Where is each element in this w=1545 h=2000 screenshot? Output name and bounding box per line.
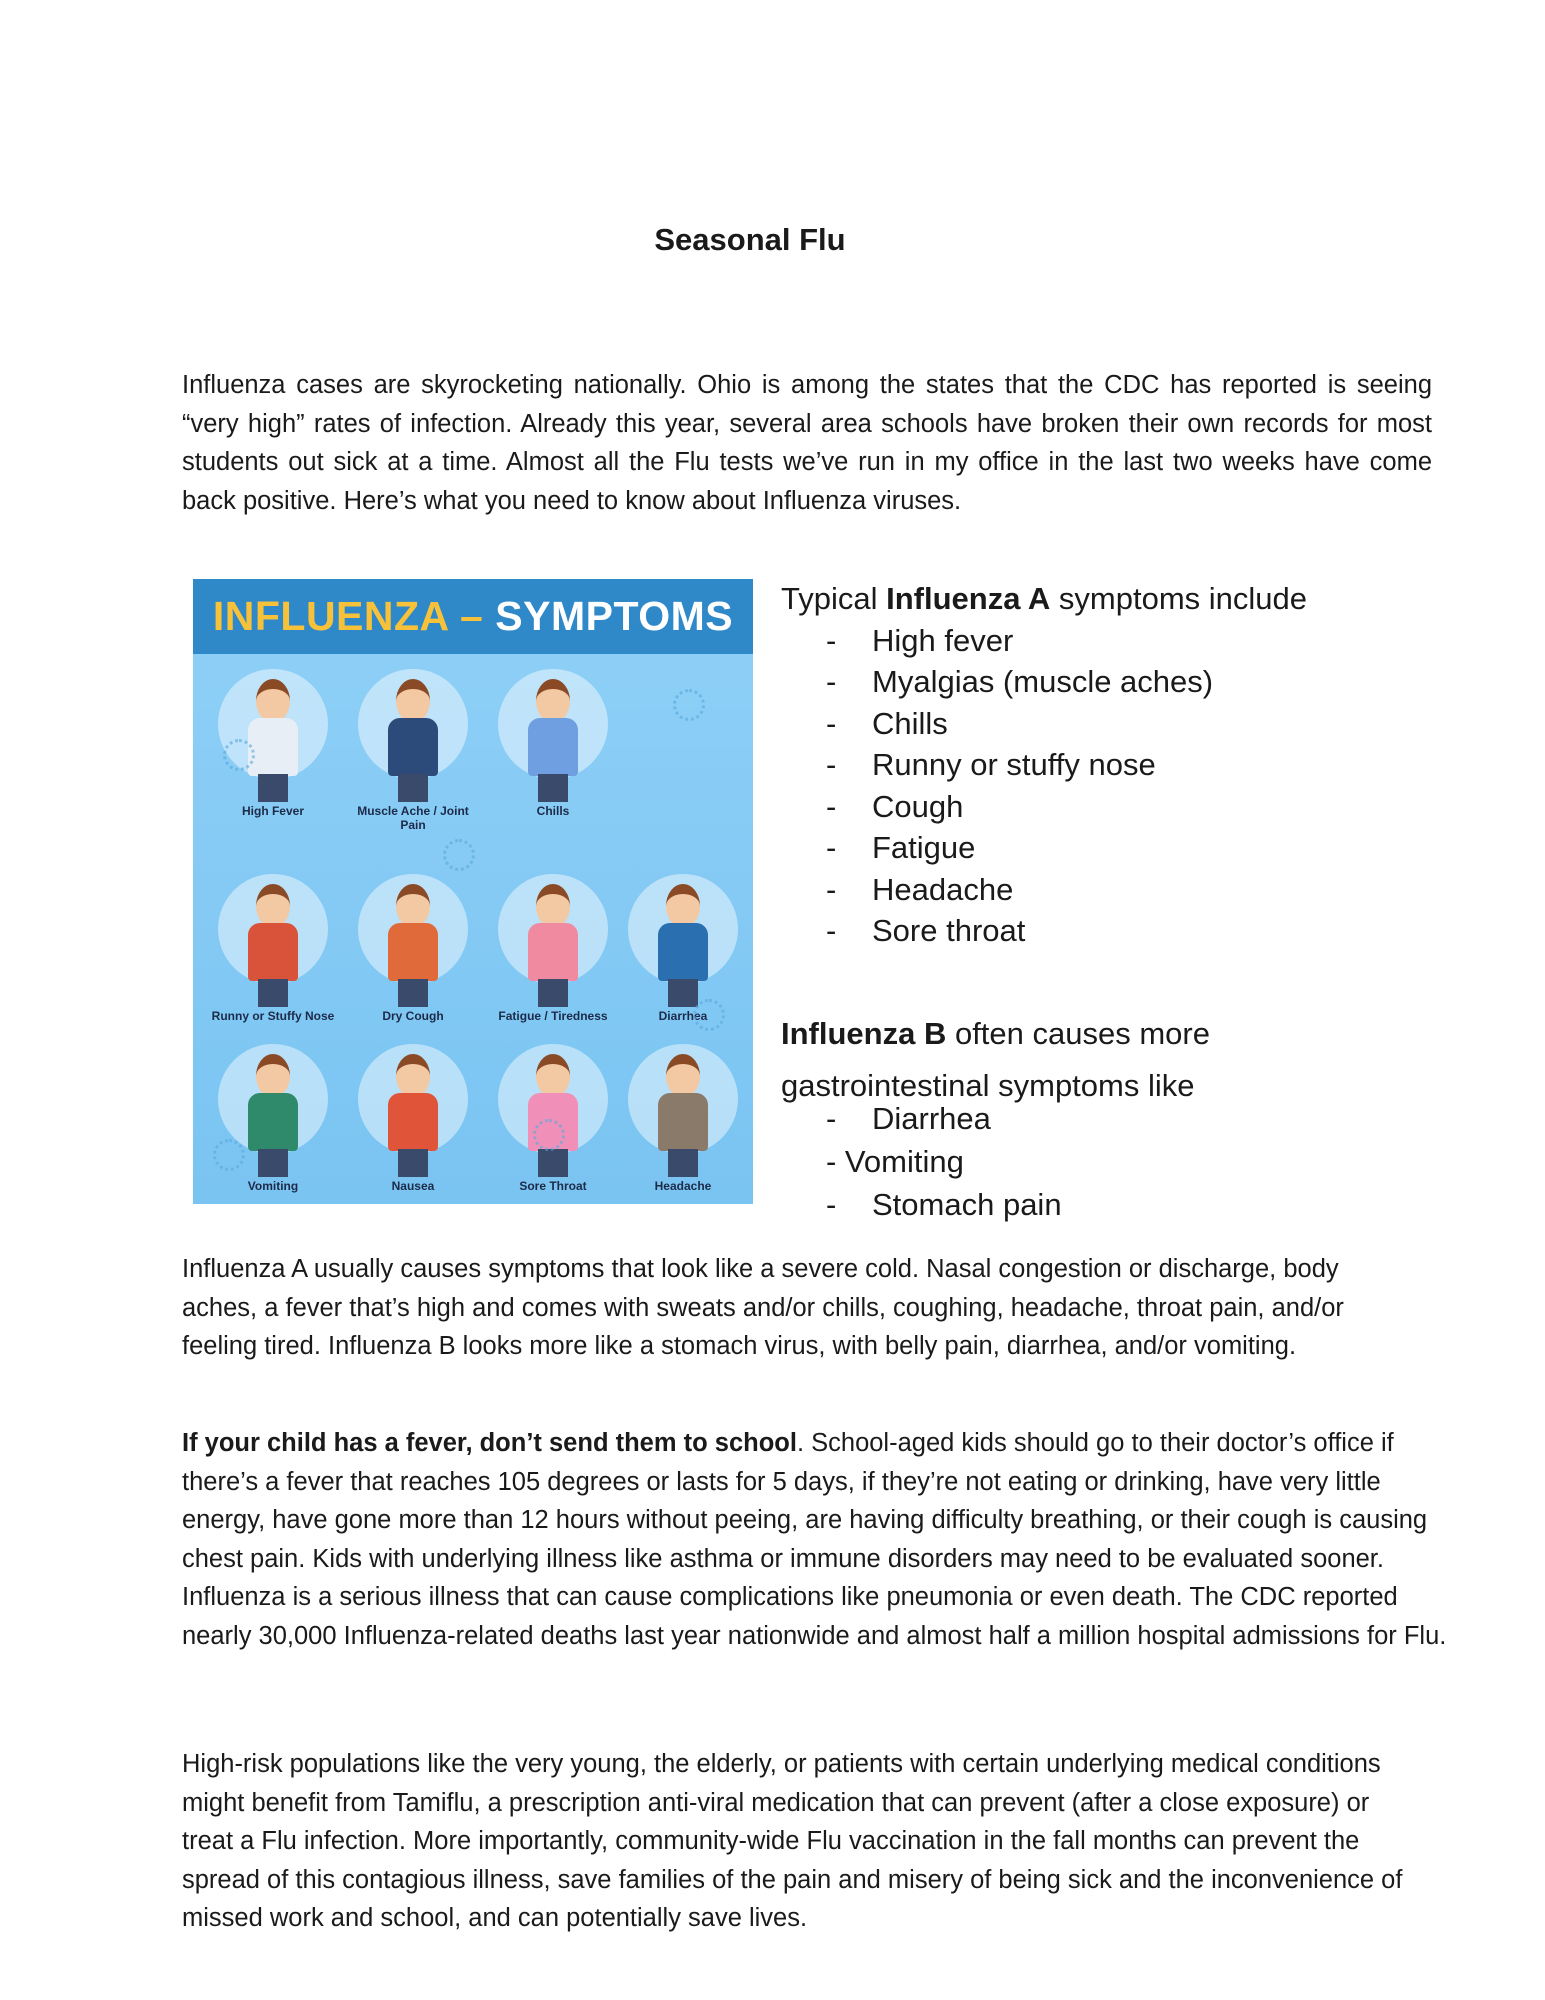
influenza-a-heading (781, 578, 1307, 620)
influenza-a-bold: Influenza A (886, 581, 1051, 616)
list-item (781, 1183, 1062, 1226)
virus-icon (443, 839, 475, 871)
list-item (781, 869, 1307, 911)
figure-body (528, 923, 578, 981)
figure-body (658, 923, 708, 981)
list-item-text: Runny or stuffy nose (872, 747, 1156, 782)
symptom-label: Diarrhea (658, 1009, 708, 1023)
symptom-label: Muscle Ache / Joint Pain (357, 804, 469, 832)
symptom-label: Vomiting (247, 1179, 299, 1193)
symptom-illustration (343, 859, 483, 1029)
list-item (781, 786, 1307, 828)
figure-head (256, 679, 290, 723)
figure-legs (398, 774, 428, 802)
virus-icon (693, 999, 725, 1031)
figure-legs (538, 979, 568, 1007)
symptom-label: Headache (654, 1179, 712, 1193)
symptom-illustration (613, 1029, 753, 1199)
figure-head (256, 884, 290, 928)
symptom-label: Fatigue / Tiredness (498, 1009, 608, 1023)
list-item-text: High fever (872, 622, 1014, 658)
list-item-text: Fatigue (872, 830, 976, 865)
figure-head (396, 679, 430, 723)
influenza-symptoms-poster (193, 579, 753, 1204)
figure-body (528, 718, 578, 776)
symptom-illustration (343, 654, 483, 832)
poster-title-part2: SYMPTOMS (495, 593, 734, 639)
figure-legs (258, 979, 288, 1007)
fever-advice-paragraph (182, 1424, 1467, 1655)
figure-legs (538, 774, 568, 802)
dash-marker: - (826, 705, 837, 741)
influenza-ab-paragraph: Influenza A usually causes symptoms that look like a severe cold. Nasal congestion or discharge, body aches, a fever that’s high and comes with sweats and/or chills, coughing, headache, throat pain, and/or feeling tired. Influenza B looks more like a stomach virus, with belly pain, diarrhea, and/or vomiting. (182, 1255, 1344, 1360)
list-item (781, 1097, 1062, 1140)
figure-legs (538, 1149, 568, 1177)
figure-legs (258, 1149, 288, 1177)
influenza-a-symptom-list (781, 620, 1307, 952)
list-item (781, 827, 1307, 869)
figure-head (666, 1054, 700, 1098)
influenza-a-tail: symptoms include (1050, 581, 1308, 616)
dash-marker: - (826, 622, 837, 658)
list-item: - Vomiting (826, 1144, 964, 1179)
symptom-illustration (483, 1029, 623, 1199)
figure-body (658, 1093, 708, 1151)
figure-legs (668, 1149, 698, 1177)
list-item-text: Stomach pain (872, 1187, 1062, 1222)
list-item (781, 910, 1307, 952)
symptom-label: Nausea (391, 1179, 435, 1193)
figure-head (536, 679, 570, 723)
poster-title-part1: INFLUENZA – (212, 593, 484, 639)
list-item (781, 703, 1307, 745)
influenza-b-tail: often causes more gastrointestinal symptoms like (781, 1016, 1210, 1103)
dash-marker: - (826, 788, 837, 824)
dash-marker: - (826, 830, 837, 865)
list-item-text: Cough (872, 788, 964, 824)
list-item-text: Sore throat (872, 913, 1026, 948)
figure-head (666, 884, 700, 928)
dash-marker: - (826, 871, 837, 907)
figure-body (388, 923, 438, 981)
dash-marker: - (826, 664, 837, 699)
symptom-illustration (203, 654, 343, 824)
figure-legs (668, 979, 698, 1007)
figure-body (388, 1093, 438, 1151)
figure-body (248, 923, 298, 981)
symptom-illustration (203, 859, 343, 1029)
influenza-a-lead: Typical (781, 581, 887, 616)
figure-body (388, 718, 438, 776)
page-title: Seasonal Flu (654, 222, 846, 257)
symptom-illustration (483, 654, 623, 824)
figure-head (396, 884, 430, 928)
fever-advice-text: . School-aged kids should go to their doctor’s office if there’s a fever that reaches 105 degrees or lasts for 5 days, if they’re not eating or drinking, have very little energy, have gone more than 12 hours without peeing, are having difficulty breathing, or their cough is causing chest pain. Kids with underlying illness like asthma or immune disorders may need to be evaluated sooner. Influenza is a serious illness that can cause complications like pneumonia or even death. The CDC reported nearly 30,000 Influenza-related deaths last year nationwide and almost half a million hospital admissions for Flu. (182, 1429, 1447, 1650)
virus-icon (213, 1139, 245, 1171)
symptom-label: High Fever (241, 804, 304, 818)
intro-paragraph: Influenza cases are skyrocketing nationally. Ohio is among the states that the CDC has reported is seeing “very high” rates of infection. Already this year, several area schools have broken their own records for most students out sick at a time. Almost all the Flu tests we’ve run in my office in the last two weeks have come back positive. Here’s what you need to know about Influenza viruses. (182, 371, 1432, 515)
list-item (781, 620, 1307, 662)
figure-legs (398, 979, 428, 1007)
high-risk-paragraph: High-risk populations like the very young, the elderly, or patients with certain underlying medical conditions might benefit from Tamiflu, a prescription anti-viral medication that can prevent (after a close exposure) or treat a Flu infection. More importantly, community-wide Flu vaccination in the fall months can prevent the spread of this contagious illness, save families of the pain and misery of being sick and the inconvenience of missed work and school, and can potentially save lives. (182, 1750, 1403, 1932)
influenza-a-section (781, 578, 1307, 952)
virus-icon (533, 1119, 565, 1151)
symptom-illustration (343, 1029, 483, 1199)
symptom-illustration (483, 859, 623, 1029)
symptom-label: Runny or Stuffy Nose (211, 1009, 335, 1023)
figure-legs (258, 774, 288, 802)
list-item (781, 661, 1307, 703)
symptom-illustration (203, 1029, 343, 1199)
symptom-label: Dry Cough (382, 1009, 444, 1023)
list-item-text: Diarrhea (872, 1101, 991, 1136)
dash-marker: - (826, 913, 837, 948)
figure-body (248, 718, 298, 776)
figure-head (536, 1054, 570, 1098)
symptom-label: Chills (536, 804, 570, 818)
figure-body (248, 1093, 298, 1151)
figure-head (396, 1054, 430, 1098)
list-item-text: Headache (872, 871, 1014, 907)
influenza-b-symptom-list (781, 1097, 1062, 1226)
symptom-illustration (613, 859, 753, 1029)
list-item (781, 744, 1307, 786)
dash-marker: - (826, 747, 837, 782)
virus-icon (673, 689, 705, 721)
influenza-b-bold: Influenza B (781, 1016, 947, 1051)
figure-head (256, 1054, 290, 1098)
dash-marker: - (826, 1101, 837, 1136)
figure-legs (398, 1149, 428, 1177)
figure-head (536, 884, 570, 928)
list-item-text: Chills (872, 705, 948, 741)
poster-title (193, 579, 753, 654)
dash-marker: - (826, 1187, 837, 1222)
virus-icon (223, 739, 255, 771)
fever-advice-bold: If your child has a fever, don’t send them to school (182, 1429, 797, 1457)
symptom-label: Sore Throat (519, 1179, 587, 1193)
list-item-text: Myalgias (muscle aches) (872, 664, 1214, 699)
